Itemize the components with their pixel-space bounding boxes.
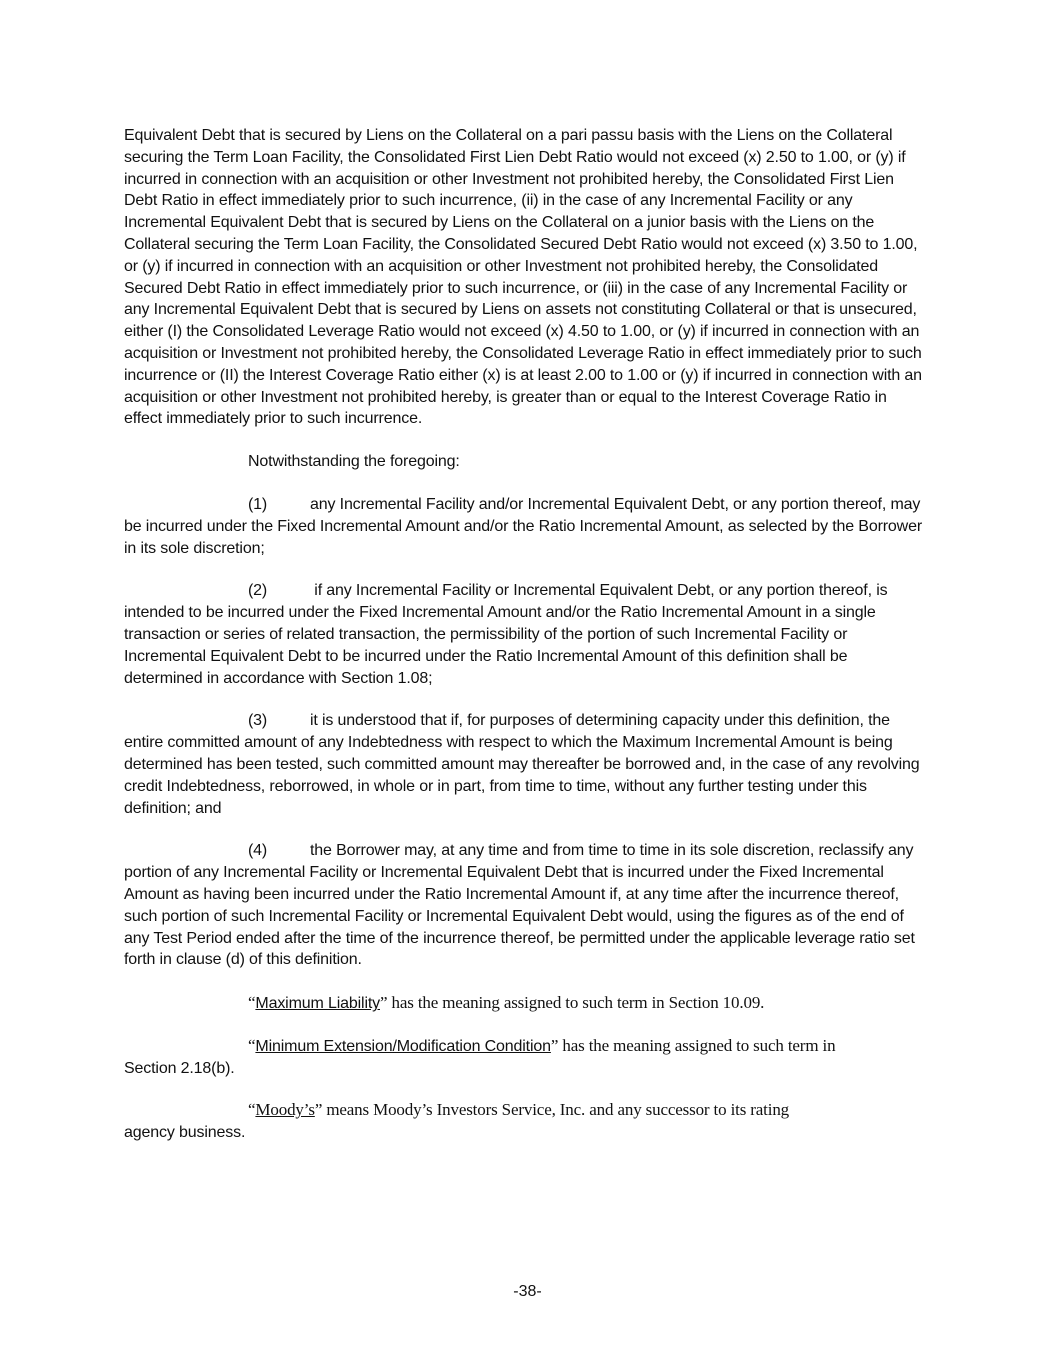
defined-term: Minimum Extension/Modification Condition (255, 1037, 551, 1055)
definition-tail: agency business. (124, 1124, 246, 1142)
open-quote: “ (248, 993, 256, 1013)
definition-tail: Section 2.18(b). (124, 1059, 235, 1077)
clause-number: (3) (248, 712, 268, 730)
close-quote: ” (314, 1100, 323, 1120)
open-quote: “ (248, 1035, 256, 1055)
document-body (124, 125, 924, 1144)
clause-text: if any Incremental Facility or Incremental Equivalent Debt, or any portion thereof, is intended to be incurred under the Fixed Incremental Amount and/or the Ratio Incremental Amount in a single transaction or series of related transaction, the permissibility of the portion of such Incremental Facility or Incremental Equivalent Debt to be incurred under the Ratio Incremental Amount of this definition shall be determined in accordance with Section 1.08; (124, 582, 888, 687)
definition-maximum-liability (124, 992, 924, 1015)
defined-term: Moody’s (255, 1100, 315, 1120)
clause-1 (124, 494, 924, 559)
clause-number: (1) (248, 495, 268, 513)
clause-number: (4) (248, 842, 268, 860)
clause-text: any Incremental Facility and/or Incremental Equivalent Debt, or any portion thereof, may be incurred under the Fixed Incremental Amount and/or the Ratio Incremental Amount, as selected by the Borrower in its sole discretion; (124, 495, 923, 557)
close-quote: ” (380, 993, 388, 1013)
clause-text: it is understood that if, for purposes of determining capacity under this definition, the entire committed amount of any Indebtedness with respect to which the Maximum Incremental Amount is being determined has been tested, such committed amount may thereafter be borrowed and, in the case of any revolving credit Indebtedness, reborrowed, in whole or in part, from time to time, without any further testing under this definition; and (124, 712, 920, 817)
clause-text: the Borrower may, at any time and from time to time in its sole discretion, reclassify any portion of any Incremental Facility or Incremental Equivalent Debt that is incurred under the Fixed Incremental Amount as having been incurred under the Ratio Incremental Amount if, at any time after the incurrence thereof, such portion of such Incremental Facility or Incremental Equivalent Debt would, using the figures as of the end of any Test Period ended after the time of the incurrence thereof, be permitted under the applicable leverage ratio set forth in clause (d) of this definition. (124, 842, 915, 969)
definition-minimum-extension (124, 1035, 924, 1058)
close-quote: ” (550, 1035, 559, 1055)
definition-text: has the meaning assigned to such term in (558, 1035, 836, 1055)
clause-3 (124, 710, 924, 819)
definition-moodys (124, 1099, 924, 1122)
open-quote: “ (248, 1100, 256, 1120)
defined-term: Maximum Liability (255, 995, 380, 1013)
definition-text: means Moody’s Investors Service, Inc. and any successor to its rating (322, 1100, 790, 1120)
intro-paragraph: Equivalent Debt that is secured by Liens on the Collateral on a pari passu basis with the Liens on the Collateral securing the Term Loan Facility, the Consolidated First Lien Debt Ratio would not exceed (x) 2.50 to 1.00, or (y) if incurred in connection with an acquisition or other Investment not prohibited hereby, the Consolidated First Lien Debt Ratio in effect immediately prior to such incurrence, (ii) in the case of any Incremental Facility or any Incremental Equivalent Debt that is secured by Liens on the Collateral on a junior basis with the Liens on the Collateral securing the Term Loan Facility, the Consolidated Secured Debt Ratio would not exceed (x) 3.50 to 1.00, or (y) if incurred in connection with an acquisition or other Investment not prohibited hereby, the Consolidated Secured Debt Ratio in effect immediately prior to such incurrence, or (iii) in the case of any Incremental Facility or any Incremental Equivalent Debt that is secured by Liens on assets not constituting Collateral or that is unsecured, either (I) the Consolidated Leverage Ratio would not exceed (x) 4.50 to 1.00, or (y) if incurred in connection with an acquisition or Investment not prohibited hereby, the Consolidated Leverage Ratio in effect immediately prior to such incurrence or (II) the Interest Coverage Ratio either (x) is at least 2.00 to 1.00 or (y) if incurred in connection with an acquisition or other Investment not prohibited hereby, is greater than or equal to the Interest Coverage Ratio in effect immediately prior to such incurrence. (124, 127, 922, 428)
clause-4 (124, 840, 924, 971)
clause-2 (124, 580, 924, 689)
notwithstanding-heading: Notwithstanding the foregoing: (248, 453, 460, 471)
page-number: -38- (513, 1283, 542, 1300)
definition-text: has the meaning assigned to such term in Section 10.09. (387, 993, 765, 1013)
clause-number: (2) (248, 582, 268, 600)
